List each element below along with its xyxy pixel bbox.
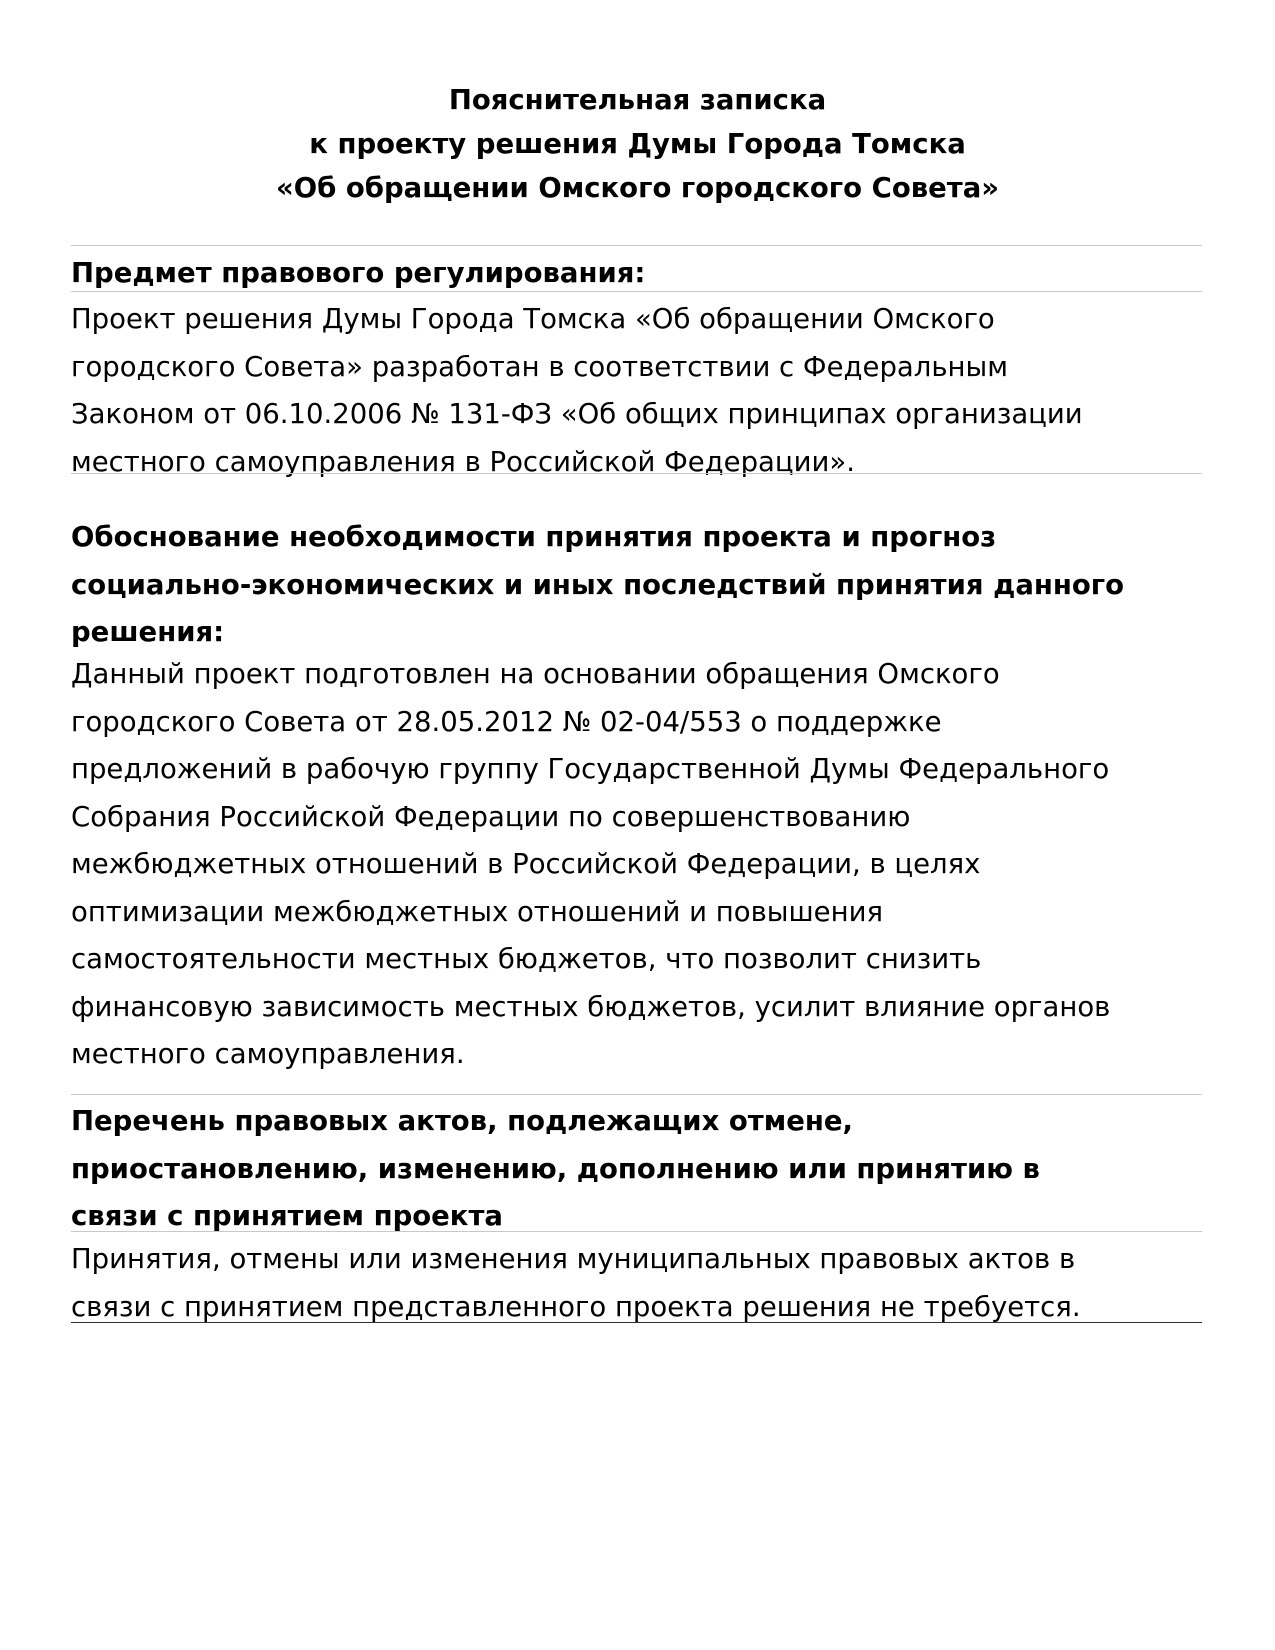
section-3-body	[71, 1236, 1202, 1331]
body-line: городского Совета от 28.05.2012 № 02-04/553 о поддержке	[71, 705, 942, 738]
body-line: Законом от 06.10.2006 № 131-ФЗ «Об общих принципах организации	[71, 398, 1083, 430]
document-title	[0, 78, 1275, 210]
heading-line: Обоснование необходимости принятия проекта и прогноз	[71, 521, 997, 553]
section-divider	[71, 1322, 1202, 1323]
section-divider	[71, 473, 1202, 474]
section-divider	[71, 245, 1202, 246]
body-line: Собрания Российской Федерации по совершенствованию	[71, 800, 911, 833]
body-line: городского Совета» разработан в соответствии с Федеральным	[71, 350, 1008, 383]
body-line: межбюджетных отношений в Российской Федерации, в целях	[71, 848, 981, 880]
body-line: финансовую зависимость местных бюджетов, усилит влияние органов	[71, 990, 1111, 1023]
body-line: Данный проект подготовлен на основании обращения Омского	[71, 658, 1000, 690]
heading-line: связи с принятием проекта	[71, 1200, 503, 1232]
body-line: Проект решения Думы Города Томска «Об обращении Омского	[71, 303, 995, 335]
section-1-body	[71, 296, 1202, 486]
heading-line: приостановлению, изменению, дополнению или принятию в	[71, 1152, 1040, 1185]
title-line-2: к проекту решения Думы Города Томска	[309, 128, 966, 160]
body-line: оптимизации межбюджетных отношений и повышения	[71, 895, 883, 928]
section-3-heading	[71, 1098, 1202, 1241]
heading-line: Предмет правового регулирования:	[71, 257, 646, 289]
title-line-1: Пояснительная записка	[448, 84, 827, 116]
heading-line: решения:	[71, 616, 225, 648]
section-divider	[71, 1231, 1202, 1232]
section-divider	[71, 291, 1202, 292]
section-2-heading	[71, 514, 1202, 657]
body-line: предложений в рабочую группу Государственной Думы Федерального	[71, 753, 1110, 785]
title-line-3: «Об обращении Омского городского Совета»	[275, 172, 1000, 204]
body-line: самостоятельности местных бюджетов, что позволит снизить	[71, 943, 982, 975]
section-divider	[71, 1094, 1202, 1095]
section-2-body	[71, 651, 1202, 1079]
body-line: местного самоуправления в Российской Федерации».	[71, 445, 855, 478]
heading-line: Перечень правовых актов, подлежащих отмене,	[71, 1105, 853, 1137]
heading-line: социально-экономических и иных последствий принятия данного	[71, 568, 1125, 601]
body-line: связи с принятием представленного проекта решения не требуется.	[71, 1290, 1081, 1323]
body-line: Принятия, отмены или изменения муниципальных правовых актов в	[71, 1243, 1076, 1275]
body-line: местного самоуправления.	[71, 1038, 465, 1070]
